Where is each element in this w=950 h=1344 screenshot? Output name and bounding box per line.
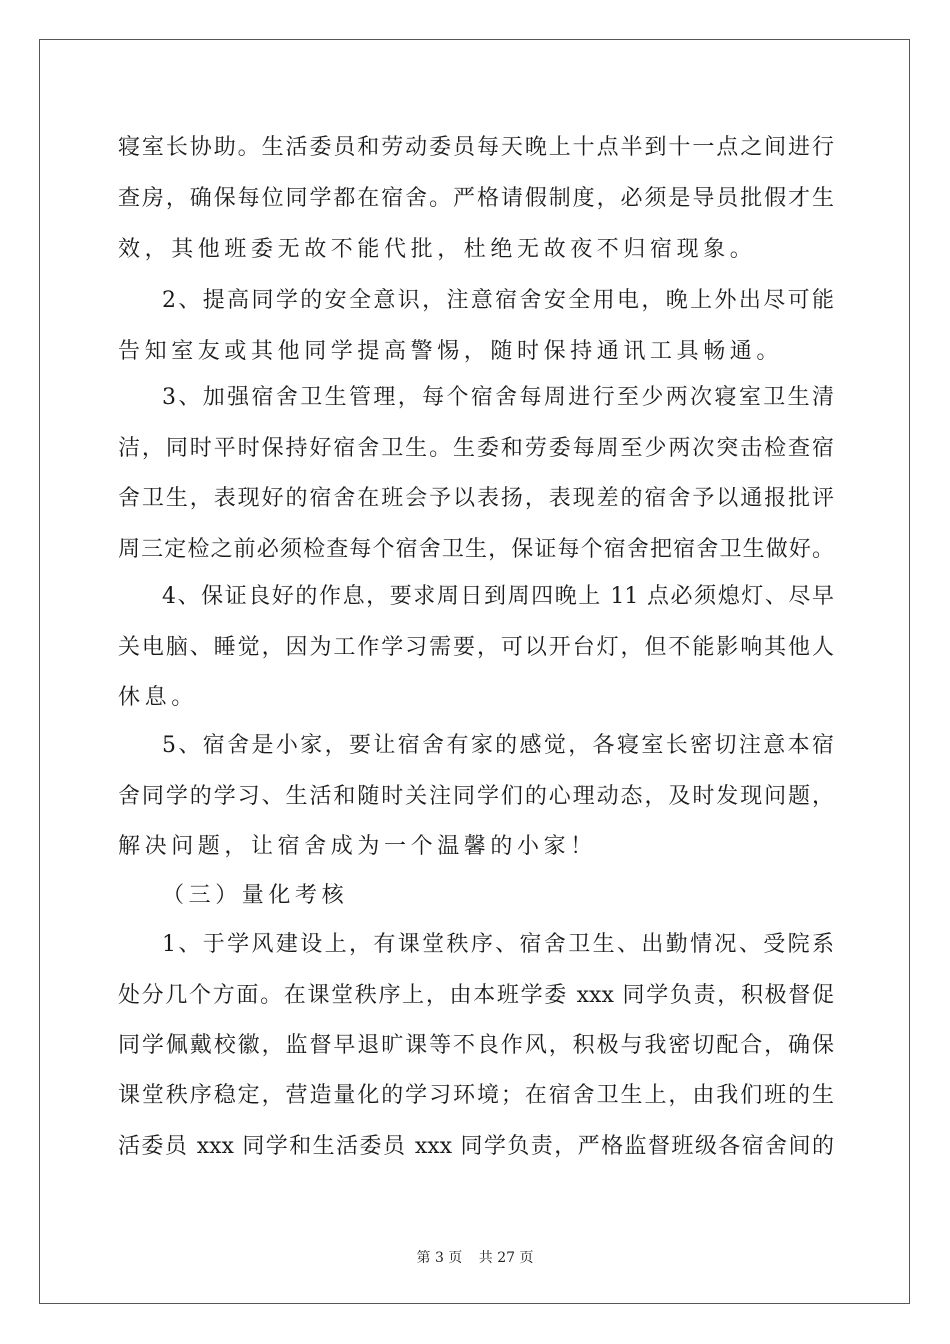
page-footer — [0, 1249, 950, 1267]
body-line: 查房，确保每位同学都在宿舍。严格请假制度，必须是导员批假才生 — [118, 186, 834, 211]
body-line: 关电脑、睡觉，因为工作学习需要，可以开台灯，但不能影响其他人 — [118, 635, 834, 660]
page-border — [39, 39, 910, 1304]
body-line: 周三定检之前必须检查每个宿舍卫生，保证每个宿舍把宿舍卫生做好。 — [118, 537, 834, 562]
paragraph-5-line: 5、宿舍是小家，要让宿舍有家的感觉，各寝室长密切注意本宿 — [162, 733, 834, 758]
paragraph-1-line: 1、于学风建设上，有课堂秩序、宿舍卫生、出勤情况、受院系 — [162, 932, 834, 957]
body-line: 休息。 — [118, 685, 198, 710]
body-line: 同学佩戴校徽，监督早退旷课等不良作风，积极与我密切配合，确保 — [118, 1033, 834, 1058]
paragraph-4-line: 4、保证良好的作息，要求周日到周四晚上 11 点必须熄灯、尽早 — [162, 584, 834, 609]
paragraph-3-line: 3、加强宿舍卫生管理，每个宿舍每周进行至少两次寝室卫生清 — [162, 385, 834, 410]
body-line: 处分几个方面。在课堂秩序上，由本班学委 xxx 同学负责，积极督促 — [118, 983, 834, 1008]
body-line: 告知室友或其他同学提高警惕，随时保持通讯工具畅通。 — [118, 339, 784, 364]
section-heading: （三）量化考核 — [162, 883, 349, 908]
body-line: 活委员 xxx 同学和生活委员 xxx 同学负责，严格监督班级各宿舍间的 — [118, 1134, 834, 1159]
body-line: 课堂秩序稳定，营造量化的学习环境；在宿舍卫生上，由我们班的生 — [118, 1083, 834, 1108]
body-line: 舍同学的学习、生活和随时关注同学们的心理动态，及时发现问题， — [118, 784, 834, 809]
paragraph-2-line: 2、提高同学的安全意识，注意宿舍安全用电，晚上外出尽可能 — [162, 288, 834, 313]
page-total: 共 27 页 — [478, 1250, 534, 1266]
body-line: 解决问题，让宿舍成为一个温馨的小家！ — [118, 834, 597, 859]
body-line: 寝室长协助。生活委员和劳动委员每天晚上十点半到十一点之间进行 — [118, 135, 834, 160]
page-number: 第 3 页 — [416, 1250, 463, 1266]
body-line: 效，其他班委无故不能代批，杜绝无故夜不归宿现象。 — [118, 237, 757, 262]
body-line: 舍卫生，表现好的宿舍在班会予以表扬，表现差的宿舍予以通报批评 — [118, 486, 834, 511]
body-line: 洁，同时平时保持好宿舍卫生。生委和劳委每周至少两次突击检查宿 — [118, 436, 834, 461]
